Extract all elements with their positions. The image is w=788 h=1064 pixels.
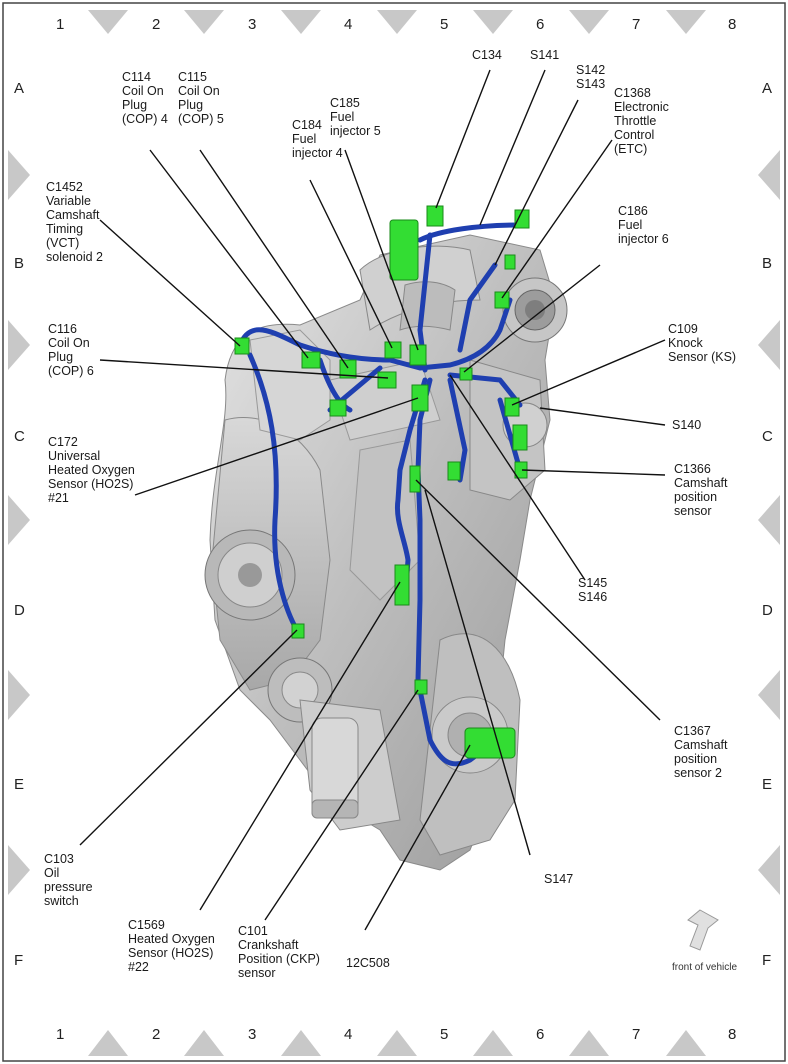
row-label-right-b: B	[762, 255, 773, 272]
row-label-left-d: D	[14, 602, 25, 619]
row-label-left-b: B	[14, 255, 25, 272]
label-c109: C109 Knock Sensor (KS)	[668, 322, 737, 364]
front-arrow-icon	[688, 910, 718, 950]
label-c1366: C1366 Camshaft position sensor	[674, 462, 728, 518]
col-label-bottom-5: 5	[440, 1026, 449, 1043]
col-label-bottom-3: 3	[248, 1026, 257, 1043]
col-label-top-2: 2	[152, 16, 161, 33]
col-label-bottom-1: 1	[56, 1026, 65, 1043]
front-of-vehicle-label: front of vehicle	[672, 962, 738, 973]
col-label-top-1: 1	[56, 16, 65, 33]
label-c134: C134	[472, 48, 502, 62]
row-label-left-a: A	[14, 80, 25, 97]
label-c1368: C1368 Electronic Throttle Control (ETC)	[614, 86, 669, 156]
row-label-left-e: E	[14, 776, 25, 793]
col-label-bottom-6: 6	[536, 1026, 545, 1043]
col-label-top-7: 7	[632, 16, 641, 33]
col-label-bottom-4: 4	[344, 1026, 353, 1043]
label-s147: S147	[544, 872, 574, 886]
row-label-left-c: C	[14, 428, 25, 445]
row-label-right-f: F	[762, 952, 772, 969]
col-label-top-4: 4	[344, 16, 353, 33]
label-c103: C103 Oil pressure switch	[44, 852, 93, 908]
row-label-right-e: E	[762, 776, 773, 793]
col-label-top-8: 8	[728, 16, 737, 33]
col-label-top-6: 6	[536, 16, 545, 33]
label-c1452: C1452 Variable Camshaft Timing (VCT) solenoid 2	[46, 180, 103, 264]
label-c114: C114 Coil On Plug (COP) 4	[122, 70, 168, 126]
label-c1367: C1367 Camshaft position sensor 2	[674, 724, 728, 780]
row-label-right-c: C	[762, 428, 773, 445]
label-c184: C184 Fuel injector 4	[292, 118, 343, 160]
label-c1569: C1569 Heated Oxygen Sensor (HO2S) #22	[128, 918, 215, 974]
label-c116: C116 Coil On Plug (COP) 6	[48, 322, 94, 378]
col-label-top-3: 3	[248, 16, 257, 33]
col-label-bottom-7: 7	[632, 1026, 641, 1043]
label-c101: C101 Crankshaft Position (CKP) sensor	[238, 924, 320, 980]
label-s141: S141	[530, 48, 560, 62]
row-label-right-d: D	[762, 602, 773, 619]
label-c185: C185 Fuel injector 5	[330, 96, 381, 138]
col-label-bottom-8: 8	[728, 1026, 737, 1043]
label-s140: S140	[672, 418, 702, 432]
label-12c508: 12C508	[346, 956, 390, 970]
label-c172: C172 Universal Heated Oxygen Sensor (HO2S) #21	[48, 435, 135, 505]
label-s145-s146: S145 S146	[578, 576, 608, 604]
label-s142-s143: S142 S143	[576, 63, 606, 91]
col-label-bottom-2: 2	[152, 1026, 161, 1043]
row-label-left-f: F	[14, 952, 24, 969]
row-label-right-a: A	[762, 80, 773, 97]
col-label-top-5: 5	[440, 16, 449, 33]
label-c115: C115 Coil On Plug (COP) 5	[178, 70, 224, 126]
label-c186: C186 Fuel injector 6	[618, 204, 669, 246]
